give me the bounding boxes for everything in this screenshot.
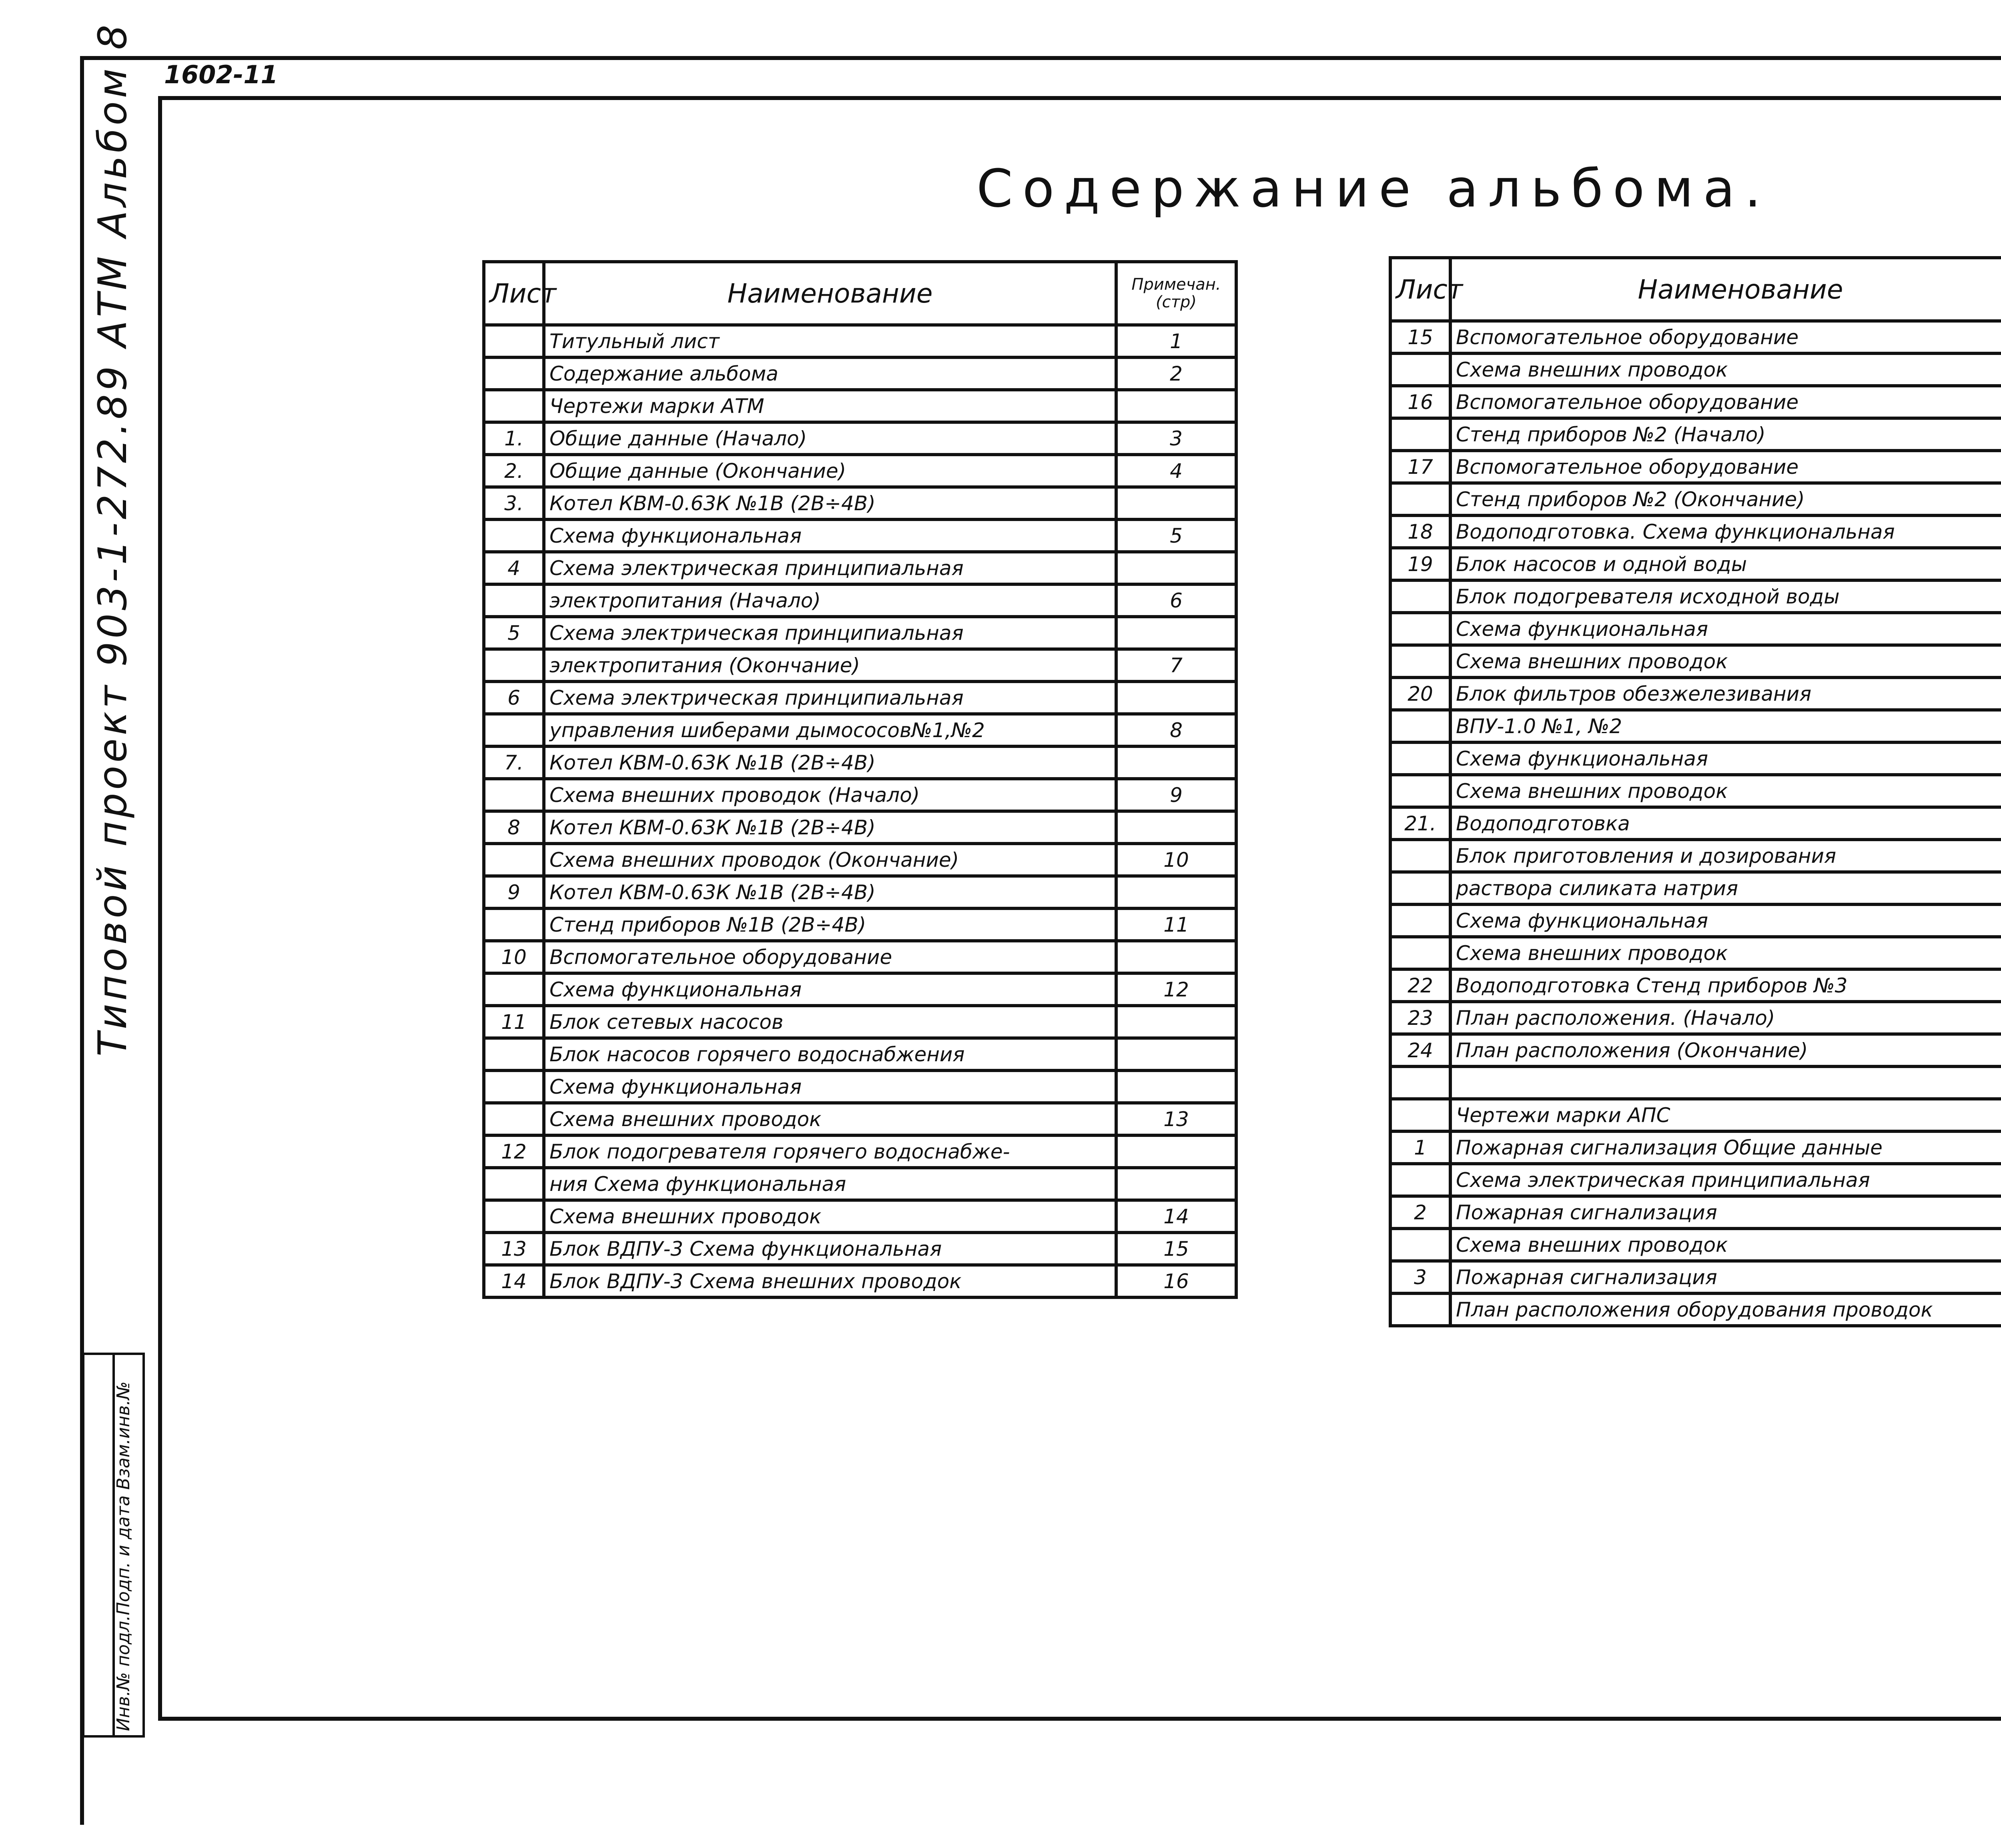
sheet-cell [484,908,544,941]
name-cell: Блок насосов горячего водоснабжения [544,1038,1116,1070]
sheet-cell: 3. [484,487,544,519]
table-row [484,1135,1236,1168]
table-row [1390,515,2001,548]
name-cell: Схема внешних проводок [1450,645,2001,677]
table-row [1390,872,2001,904]
table-row [484,1200,1236,1233]
sheet-cell: 16 [1390,386,1450,418]
table-row [1390,1034,2001,1066]
sheet-cell: 6 [484,681,544,714]
sheet-cell [484,714,544,746]
name-cell: Блок сетевых насосов [544,1006,1116,1038]
name-cell: План расположения (Окончание) [1450,1034,2001,1066]
table-row [1390,742,2001,775]
name-cell: Вспомогательное оборудование [544,941,1116,973]
name-cell: Содержание альбома [544,357,1116,390]
table-row [484,844,1236,876]
table-row [484,746,1236,779]
table-row [1390,613,2001,645]
sheet-cell [484,519,544,552]
page-cell [1116,941,1236,973]
sheet-cell: 2. [484,455,544,487]
page-cell: 2 [1116,357,1236,390]
table-row [484,876,1236,908]
table-row [1390,353,2001,386]
page-cell [1116,1006,1236,1038]
sheet-cell: 17 [1390,451,1450,483]
table-row [1390,418,2001,451]
name-cell: Схема функциональная [1450,742,2001,775]
table-row [484,584,1236,617]
table-row [484,908,1236,941]
name-cell: Вспомогательное оборудование [1450,321,2001,353]
name-cell: Схема функциональная [544,519,1116,552]
page-cell [1116,876,1236,908]
sheet-cell: 20 [1390,677,1450,710]
table-row [484,779,1236,811]
name-cell: Схема внешних проводок [544,1200,1116,1233]
table-row [1390,710,2001,742]
table-row [484,325,1236,357]
sheet-cell: 3 [1390,1261,1450,1293]
table-row [484,649,1236,681]
sheet-cell: 5 [484,617,544,649]
name-cell [1450,1066,2001,1099]
table-row [484,455,1236,487]
name-cell: План расположения оборудования проводок [1450,1293,2001,1326]
page-cell [1116,487,1236,519]
name-cell: раствора силиката натрия [1450,872,2001,904]
approval-stamp [82,1353,145,1738]
table-row [484,487,1236,519]
table-row [1390,451,2001,483]
sheet-cell [484,584,544,617]
sheet-cell: 7. [484,746,544,779]
table-row [484,1006,1236,1038]
table-row [1390,807,2001,840]
page-cell: 7 [1116,649,1236,681]
sheet-cell [1390,353,1450,386]
table-row [1390,1066,2001,1099]
name-cell: Схема электрическая принципиальная [544,552,1116,584]
name-cell: Пожарная сигнализация [1450,1261,2001,1293]
name-cell: Схема внешних проводок [1450,775,2001,807]
page-cell: 12 [1116,973,1236,1006]
sheet-cell [1390,1066,1450,1099]
table-row [484,617,1236,649]
sheet-cell: 18 [1390,515,1450,548]
name-cell: Стенд приборов №1В (2В÷4В) [544,908,1116,941]
name-cell: электропитания (Окончание) [544,649,1116,681]
table-row [1390,483,2001,515]
table-row [1390,775,2001,807]
sheet-cell [1390,710,1450,742]
sheet-cell: 19 [1390,548,1450,580]
sheet-cell: 15 [1390,321,1450,353]
name-cell: Блок подогревателя горячего водоснабже- [544,1135,1116,1168]
name-cell: Котел КВМ-0.63К №1В (2В÷4В) [544,876,1116,908]
sheet-cell: 14 [484,1265,544,1297]
sheet-cell: 22 [1390,969,1450,1002]
document-code: 1602-11 [164,60,278,89]
name-cell: Чертежи марки АТМ [544,390,1116,422]
page-cell: 3 [1116,422,1236,455]
header-note-line2: (стр) [1156,293,1197,311]
table-row [1390,1293,2001,1326]
sheet-cell: 10 [484,941,544,973]
table-row [484,390,1236,422]
name-cell: Блок насосов и одной воды [1450,548,2001,580]
page-cell: 1 [1116,325,1236,357]
name-cell: Пожарная сигнализация Общие данные [1450,1131,2001,1164]
name-cell: Титульный лист [544,325,1116,357]
sheet-cell [484,649,544,681]
page-cell: 6 [1116,584,1236,617]
page-cell: 4 [1116,455,1236,487]
name-cell: Схема функциональная [1450,613,2001,645]
table-row [1390,937,2001,969]
name-cell: Водоподготовка. Схема функциональная [1450,515,2001,548]
name-cell: Котел КВМ-0.63К №1В (2В÷4В) [544,487,1116,519]
name-cell: Схема функциональная [544,973,1116,1006]
name-cell: Блок ВДПУ-3 Схема внешних проводок [544,1265,1116,1297]
name-cell: Пожарная сигнализация [1450,1196,2001,1229]
sheet-cell [1390,904,1450,937]
sheet-cell [484,779,544,811]
table-row [1390,580,2001,613]
sheet-cell [484,1200,544,1233]
sheet-cell: 11 [484,1006,544,1038]
table-row [484,1168,1236,1200]
sheet-cell [484,1038,544,1070]
name-cell: Водоподготовка Стенд приборов №3 [1450,969,2001,1002]
table-row [1390,1099,2001,1131]
side-label: Типовой проект 903-1-272.89 АТМ Альбом 8 [90,21,136,1056]
table-row [1390,548,2001,580]
table-row [484,552,1236,584]
name-cell: ния Схема функциональная [544,1168,1116,1200]
table-row [484,1038,1236,1070]
sheet-cell [1390,872,1450,904]
header-note [1116,262,1236,325]
name-cell: Котел КВМ-0.63К №1В (2В÷4В) [544,811,1116,844]
table-row [484,941,1236,973]
sheet-cell [1390,742,1450,775]
table-row [1390,1131,2001,1164]
table-row [484,357,1236,390]
table-row [1390,677,2001,710]
sheet-cell [1390,840,1450,872]
table-row [484,811,1236,844]
sheet-cell [1390,613,1450,645]
table-row [484,973,1236,1006]
sheet-cell: 23 [1390,1002,1450,1034]
page-cell: 16 [1116,1265,1236,1297]
table-row [484,1103,1236,1135]
name-cell: Общие данные (Начало) [544,422,1116,455]
name-cell: управления шиберами дымососов№1,№2 [544,714,1116,746]
page-cell: 13 [1116,1103,1236,1135]
table-row [1390,386,2001,418]
sheet-cell [1390,1229,1450,1261]
name-cell: Схема электрическая принципиальная [1450,1164,2001,1196]
header-name: Наименование [544,262,1116,325]
table-row [1390,1164,2001,1196]
table-row [1390,645,2001,677]
sheet-cell [484,357,544,390]
sheet-cell [1390,1164,1450,1196]
name-cell: Схема внешних проводок [1450,1229,2001,1261]
name-cell: Стенд приборов №2 (Окончание) [1450,483,2001,515]
stamp-label: Инв.№ подл.Подп. и дата Взам.инв.№ [113,1381,134,1731]
table-row [1390,321,2001,353]
sheet-cell: 1 [1390,1131,1450,1164]
name-cell: Чертежи марки АПС [1450,1099,2001,1131]
sheet-cell: 8 [484,811,544,844]
table-row [1390,1261,2001,1293]
table-row [484,1265,1236,1297]
page-cell [1116,1135,1236,1168]
page-cell [1116,390,1236,422]
sheet-cell: 24 [1390,1034,1450,1066]
table-row [484,1233,1236,1265]
page-cell [1116,1070,1236,1103]
name-cell: Схема внешних проводок (Окончание) [544,844,1116,876]
name-cell: Схема внешних проводок [1450,353,2001,386]
sheet-cell: 21. [1390,807,1450,840]
name-cell: Схема внешних проводок (Начало) [544,779,1116,811]
page-cell [1116,746,1236,779]
page-cell [1116,617,1236,649]
sheet-cell [1390,418,1450,451]
name-cell: Вспомогательное оборудование [1450,386,2001,418]
name-cell: Блок ВДПУ-3 Схема функциональная [544,1233,1116,1265]
page-cell [1116,552,1236,584]
table-row [484,422,1236,455]
page-cell: 10 [1116,844,1236,876]
table-row [484,714,1236,746]
sheet-cell [484,390,544,422]
name-cell: Блок подогревателя исходной воды [1450,580,2001,613]
name-cell: Схема электрическая принципиальная [544,617,1116,649]
page-cell [1116,681,1236,714]
sheet-cell [1390,580,1450,613]
sheet-cell [484,1103,544,1135]
name-cell: Схема внешних проводок [544,1103,1116,1135]
table-row [1390,1002,2001,1034]
page-title: Содержание альбома. [976,158,1771,219]
sheet-cell [484,844,544,876]
header-name: Наименование [1450,258,2001,321]
name-cell: Схема функциональная [1450,904,2001,937]
table-row [1390,1229,2001,1261]
name-cell: Котел КВМ-0.63К №1В (2В÷4В) [544,746,1116,779]
name-cell: Схема функциональная [544,1070,1116,1103]
table-row [484,681,1236,714]
sheet-cell [484,1070,544,1103]
sheet-cell: 12 [484,1135,544,1168]
sheet-cell [1390,483,1450,515]
header-sheet: Лист [1390,258,1450,321]
sheet-cell [1390,645,1450,677]
name-cell: Общие данные (Окончание) [544,455,1116,487]
page-cell [1116,1038,1236,1070]
name-cell: Вспомогательное оборудование [1450,451,2001,483]
name-cell: Стенд приборов №2 (Начало) [1450,418,2001,451]
page-cell: 15 [1116,1233,1236,1265]
name-cell: Блок фильтров обезжелезивания [1450,677,2001,710]
sheet-cell: 13 [484,1233,544,1265]
name-cell: ВПУ-1.0 №1, №2 [1450,710,2001,742]
name-cell: Схема внешних проводок [1450,937,2001,969]
name-cell: Блок приготовления и дозирования [1450,840,2001,872]
sheet-cell: 1. [484,422,544,455]
table-row [1390,904,2001,937]
table-row [484,519,1236,552]
sheet-cell: 4 [484,552,544,584]
table-row [1390,840,2001,872]
page-cell [1116,811,1236,844]
table-row [484,1070,1236,1103]
page-cell: 5 [1116,519,1236,552]
sheet-cell [1390,775,1450,807]
page-cell: 8 [1116,714,1236,746]
page-cell: 14 [1116,1200,1236,1233]
sheet-cell: 9 [484,876,544,908]
header-note-line1: Примечан. [1131,275,1221,294]
sheet-cell [1390,1293,1450,1326]
table-row [1390,1196,2001,1229]
sheet-cell: 2 [1390,1196,1450,1229]
contents-table-left [482,260,1238,1299]
sheet-cell [484,1168,544,1200]
sheet-cell [1390,1099,1450,1131]
sheet-cell [1390,937,1450,969]
table-header [484,262,1236,325]
sheet-cell [484,325,544,357]
sheet-cell [484,973,544,1006]
table-header [1390,258,2001,321]
contents-table-right [1389,256,2001,1327]
name-cell: Водоподготовка [1450,807,2001,840]
page-cell [1116,1168,1236,1200]
name-cell: электропитания (Начало) [544,584,1116,617]
name-cell: Схема электрическая принципиальная [544,681,1116,714]
header-sheet: Лист [484,262,544,325]
page-cell: 9 [1116,779,1236,811]
page-cell: 11 [1116,908,1236,941]
name-cell: План расположения. (Начало) [1450,1002,2001,1034]
table-row [1390,969,2001,1002]
